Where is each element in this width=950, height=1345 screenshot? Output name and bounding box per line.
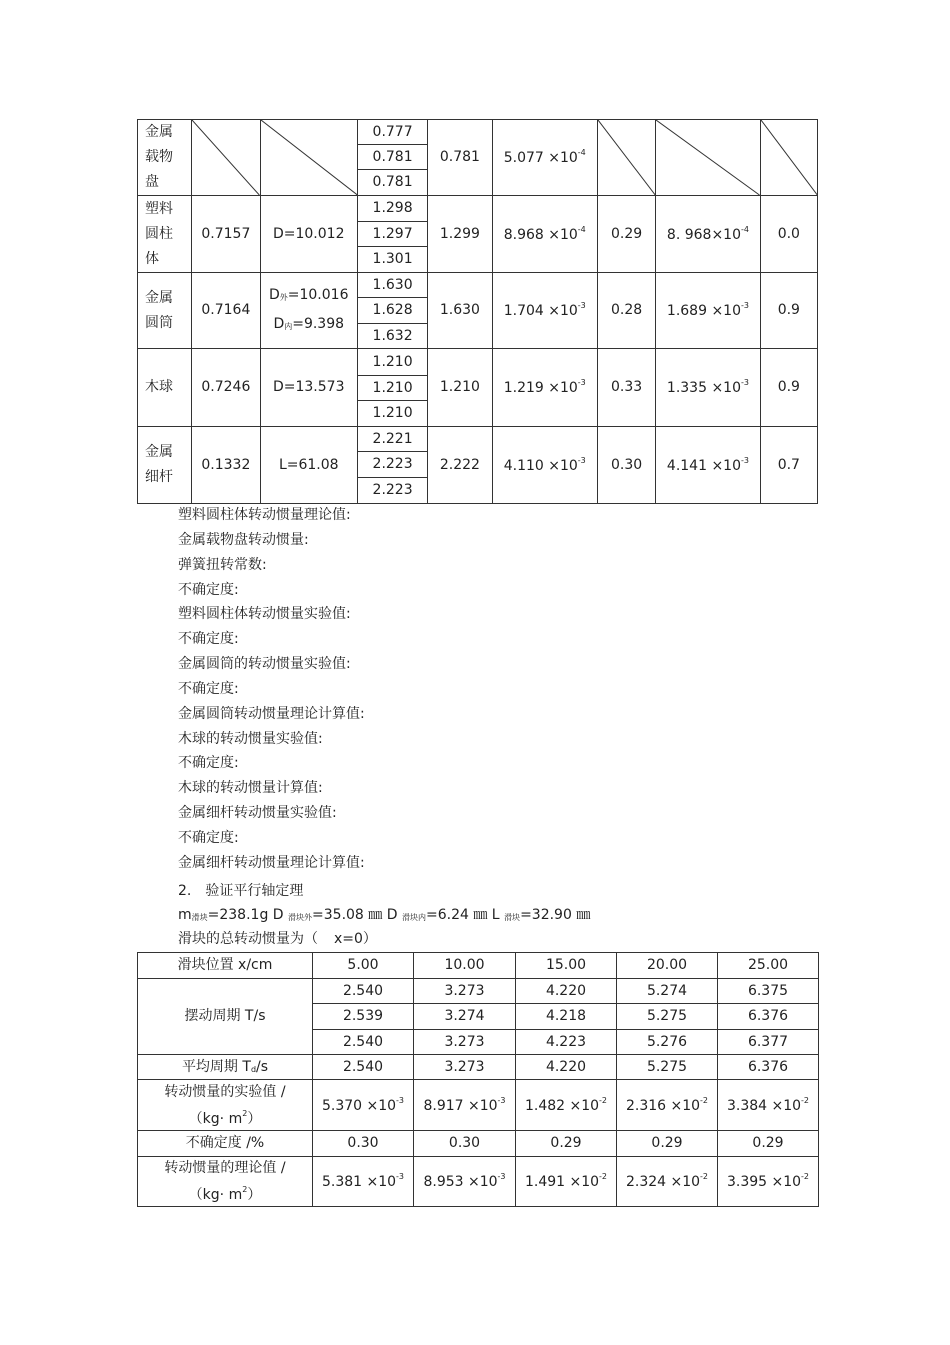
period-value: 1.210 <box>357 401 427 427</box>
notes-list <box>178 503 365 876</box>
uncertainty: 0.30 <box>597 427 655 504</box>
exp-inertia: $3.384 \times 10^{-2}$ <box>718 1080 819 1131</box>
inertia-table <box>137 119 818 504</box>
avg-period: 6.376 <box>718 1055 819 1080</box>
object-name: 木球 <box>138 349 192 427</box>
period-value: 0.781 <box>357 145 427 170</box>
exp-inertia: $8.917 \times 10^{-3}$ <box>414 1080 516 1131</box>
total-inertia-line: 滑块的总转动惯量为（ x=0） <box>178 931 377 947</box>
period-value: 0.781 <box>357 170 427 196</box>
period-value: 1.301 <box>357 247 427 273</box>
note-line: 金属细杆转动惯量理论计算值: <box>178 854 365 871</box>
period-value: 1.632 <box>357 324 427 349</box>
object-name: 金属圆筒 <box>138 273 192 349</box>
period-value: 4.220 <box>516 979 617 1004</box>
section-heading: 2. 验证平行轴定理 <box>178 883 304 899</box>
exp-inertia: $1.219 \times 10^{-3}$ <box>492 349 597 427</box>
period-value: 3.274 <box>414 1004 516 1030</box>
row-label: 转动惯量的实验值 / $(kg\cdot m^2)$ <box>138 1080 313 1131</box>
exp-inertia: $5.370 \times 10^{-3}$ <box>313 1080 414 1131</box>
period-value: 1.298 <box>357 196 427 222</box>
note-line: 弹簧扭转常数: <box>178 556 267 573</box>
empty-cell-diagonal <box>260 120 357 196</box>
mass: 0.1332 <box>192 427 260 504</box>
avg-period: 1.299 <box>428 196 492 273</box>
relative-error: 0.7 <box>760 427 817 504</box>
note-line: 塑料圆柱体转动惯量实验值: <box>178 606 351 623</box>
row-label: 转动惯量的理论值 / $(kg\cdot m^2)$ <box>138 1157 313 1207</box>
note-line: 金属载物盘转动惯量: <box>178 531 309 548</box>
avg-period: 4.220 <box>516 1055 617 1080</box>
period-value: 6.377 <box>718 1030 819 1055</box>
avg-period: 0.781 <box>428 120 492 196</box>
outer-diameter: $D_外=10.016$ <box>268 286 349 303</box>
empty-cell-diagonal <box>656 120 760 196</box>
note-line: 木球的转动惯量实验值: <box>178 730 323 747</box>
period-value: 2.223 <box>357 452 427 478</box>
theo-inertia: 8. $968\times 10^{-4}$ <box>656 196 760 273</box>
row-label: 滑块位置 x/cm <box>138 953 313 979</box>
position-value: 10.00 <box>414 953 516 979</box>
position-value: 20.00 <box>617 953 718 979</box>
period-value: 1.210 <box>357 349 427 376</box>
period-value: 1.210 <box>357 376 427 401</box>
period-value: 2.540 <box>313 1030 414 1055</box>
theo-inertia: $4.141 \times 10^{-3}$ <box>656 427 760 504</box>
slider-params: $m_{滑块}=238.1g$ D $_{滑块外}$=35.08 ㎜ D $_{滑块内}$=6.24 ㎜ L $_{滑块}$=32.90 ㎜ <box>178 907 591 923</box>
object-name: 金属载物盘 <box>138 120 192 196</box>
note-line: 不确定度: <box>178 631 239 648</box>
row-label: 平均周期 $T_d/s$ <box>138 1055 313 1080</box>
period-value: 5.274 <box>617 979 718 1004</box>
exp-inertia: $4.110 \times 10^{-3}$ <box>492 427 597 504</box>
period-value: 1.628 <box>357 298 427 324</box>
relative-error: 0.9 <box>760 273 817 349</box>
theo-inertia: $2.324 \times 10^{-2}$ <box>617 1157 718 1207</box>
dimension <box>260 273 357 349</box>
theo-inertia: $1.689 \times 10^{-3}$ <box>656 273 760 349</box>
avg-period: 2.222 <box>428 427 492 504</box>
position-value: 15.00 <box>516 953 617 979</box>
period-value: 0.777 <box>357 120 427 145</box>
note-line: 不确定度: <box>178 829 239 846</box>
note-line: 木球的转动惯量计算值: <box>178 780 323 797</box>
period-value: 3.273 <box>414 979 516 1004</box>
empty-cell-diagonal <box>760 120 817 196</box>
object-name: 金属细杆 <box>138 427 192 504</box>
uncertainty: 0.29 <box>718 1131 819 1157</box>
period-value: 2.221 <box>357 427 427 452</box>
note-line: 金属细杆转动惯量实验值: <box>178 805 337 822</box>
theo-inertia: $1.491 \times 10^{-2}$ <box>516 1157 617 1207</box>
uncertainty: 0.28 <box>597 273 655 349</box>
uncertainty: 0.33 <box>597 349 655 427</box>
mass: 0.7246 <box>192 349 260 427</box>
period-value: 1.297 <box>357 222 427 247</box>
relative-error: 0.9 <box>760 349 817 427</box>
period-value: 6.375 <box>718 979 819 1004</box>
period-value: 1.630 <box>357 273 427 298</box>
empty-cell-diagonal <box>192 120 260 196</box>
mass: 0.7164 <box>192 273 260 349</box>
period-value: 2.540 <box>313 979 414 1004</box>
position-value: 25.00 <box>718 953 819 979</box>
note-line: 不确定度: <box>178 680 239 697</box>
theo-inertia: $5.381 \times 10^{-3}$ <box>313 1157 414 1207</box>
period-value: 3.273 <box>414 1030 516 1055</box>
uncertainty: 0.29 <box>617 1131 718 1157</box>
parallel-axis-table <box>137 952 819 1207</box>
note-line: 塑料圆柱体转动惯量理论值: <box>178 507 351 523</box>
exp-inertia: $5.077 \times 10^{-4}$ <box>492 120 597 196</box>
uncertainty: 0.30 <box>414 1131 516 1157</box>
theo-inertia: $3.395 \times 10^{-2}$ <box>718 1157 819 1207</box>
exp-inertia: $2.316 \times 10^{-2}$ <box>617 1080 718 1131</box>
theo-inertia: $1.335 \times 10^{-3}$ <box>656 349 760 427</box>
dimension: L=61.08 <box>260 427 357 504</box>
exp-inertia: $1.704 \times 10^{-3}$ <box>492 273 597 349</box>
uncertainty: 0.29 <box>597 196 655 273</box>
note-line: 金属圆筒转动惯量理论计算值: <box>178 705 365 722</box>
row-label: 摆动周期 T/s <box>138 979 313 1055</box>
object-name: 塑料圆柱体 <box>138 196 192 273</box>
position-value: 5.00 <box>313 953 414 979</box>
avg-period: 1.210 <box>428 349 492 427</box>
period-value: 2.223 <box>357 478 427 504</box>
row-label: 不确定度 /% <box>138 1131 313 1157</box>
dimension: D=10.012 <box>260 196 357 273</box>
period-value: 2.539 <box>313 1004 414 1030</box>
period-value: 5.275 <box>617 1004 718 1030</box>
period-value: 5.276 <box>617 1030 718 1055</box>
mass: 0.7157 <box>192 196 260 273</box>
exp-inertia: $1.482 \times 10^{-2}$ <box>516 1080 617 1131</box>
uncertainty: 0.29 <box>516 1131 617 1157</box>
avg-period: 3.273 <box>414 1055 516 1080</box>
avg-period: 2.540 <box>313 1055 414 1080</box>
period-value: 4.223 <box>516 1030 617 1055</box>
note-line: 不确定度: <box>178 755 239 772</box>
dimension: D=13.573 <box>260 349 357 427</box>
avg-period: 1.630 <box>428 273 492 349</box>
empty-cell-diagonal <box>597 120 655 196</box>
period-value: 6.376 <box>718 1004 819 1030</box>
relative-error: 0.0 <box>760 196 817 273</box>
period-value: 4.218 <box>516 1004 617 1030</box>
uncertainty: 0.30 <box>313 1131 414 1157</box>
inner-diameter: $D_内=9.398$ <box>273 315 345 332</box>
exp-inertia: $8.968 \times 10^{-4}$ <box>492 196 597 273</box>
theo-inertia: $8.953 \times 10^{-3}$ <box>414 1157 516 1207</box>
avg-period: 5.275 <box>617 1055 718 1080</box>
note-line: 不确定度: <box>178 581 239 598</box>
note-line: 金属圆筒的转动惯量实验值: <box>178 656 351 673</box>
